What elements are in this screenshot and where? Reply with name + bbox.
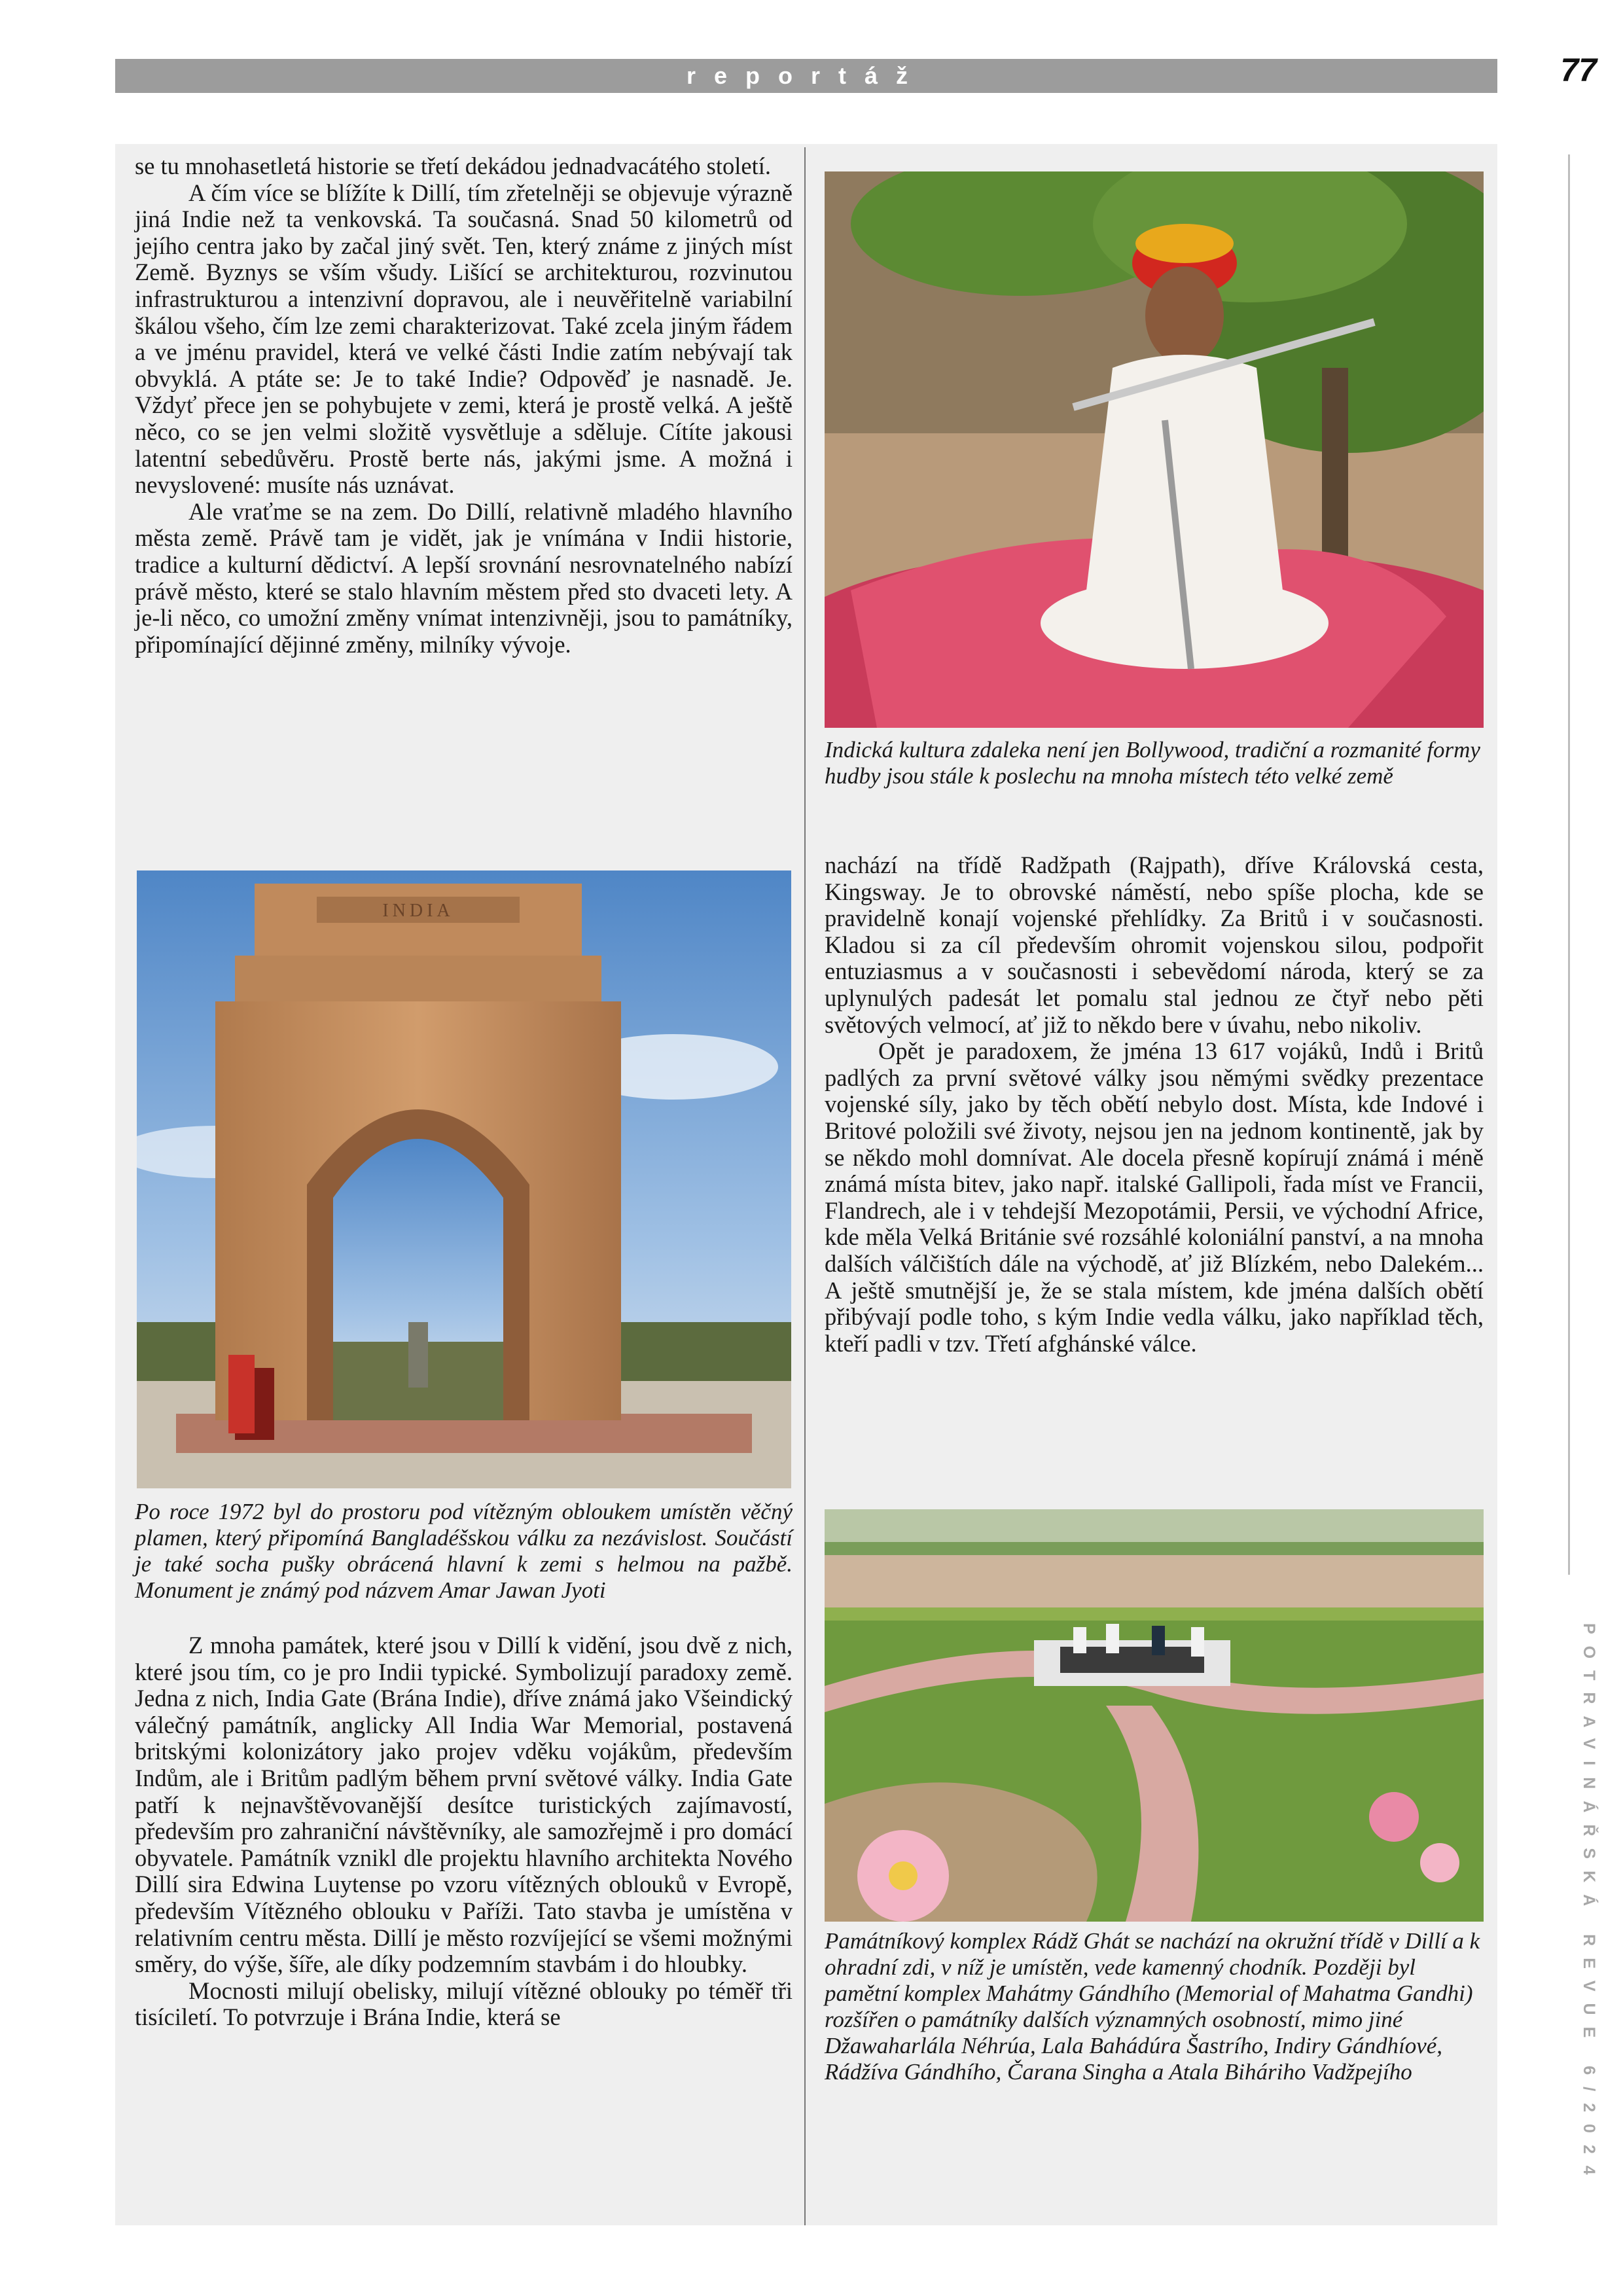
section-title: reportáž bbox=[686, 62, 927, 89]
article-text-right bbox=[825, 852, 1484, 1357]
paragraph: Mocnosti milují obelisky, milují vítězné oblouky po téměř tři tisíciletí. To potvrzuje i Brána Indie, která se bbox=[135, 1977, 793, 2031]
paragraph: Z mnoha památek, které jsou v Dillí k vidění, jsou dvě z nich, které jsou tím, co je pro Indii typické. Symbolizují paradoxy země. Jedna z nich, India Gate (Brána Indie), dříve známá jako Všeindický válečný památník, anglicky All India War Memorial, postavená britskými kolonizátory jako projev vděku vojákům, především Indům, ale i Britům padlým během první světové války. India Gate patří k nejnavštěvovanější desítce turistických zajímavostí, především pro zahraniční návštěvníky, ale samozřejmě i pro domácí obyvatele. Památník vznikl dle projektu hlavního architekta Nového Dillí sira Edwina Luytense po vzoru vítězných oblouků v Evropě, především Vítězného oblouku v Paříži. Tato stavba je umístěna v relativním centru města. Dillí je město rozvíjející se všemi možnými směry, do výše, šíře, ale díky podzemním stavbám i do hloubky. bbox=[135, 1632, 793, 1978]
caption-raj-ghat: Památníkový komplex Rádž Ghát se nachází na okružní třídě v Dillí a k ohradní zdi, v níž je umístěn, vede kamenný chodník. Později byl pamětní komplex Mahátmy Gándhího (Memorial of Mahatma Gandhi) rozšířen o památníky dalších významných osobností, mimo jiné Džawaharlála Néhrúa, Lala Bahádúra Šastrího, Indiry Gándhíové, Rádžíva Gándhího, Čarana Singha a Atala Biháriho Vadžpejího bbox=[825, 1928, 1480, 2085]
article-text-left-bottom bbox=[135, 1632, 793, 2031]
article-text-left-top bbox=[135, 153, 793, 658]
india-gate-photo bbox=[137, 870, 791, 1488]
caption-musician: Indická kultura zdaleka není jen Bollywood, tradiční a rozmanité formy hudby jsou stále k poslechu na mnoha místech této velké země bbox=[825, 737, 1480, 789]
margin-rule bbox=[1568, 154, 1570, 1575]
column-divider bbox=[804, 147, 806, 2225]
magazine-issue-tag: POTRAVINÁŘSKÁ REVUE 6/2024 bbox=[1580, 1623, 1598, 2187]
section-header-bar bbox=[115, 59, 1497, 93]
paragraph: se tu mnohasetletá historie se třetí dekádou jednadvacátého století. bbox=[135, 152, 772, 179]
page-number: 77 bbox=[1560, 52, 1597, 88]
caption-india-gate: Po roce 1972 byl do prostoru pod vítězným obloukem umístěn věčný plamen, který připomíná Bangladéšskou válku za nezávislost. Součástí je také socha pušky obrácená hlavní k zemi s helmou na pažbě. Monument je známý pod názvem Amar Jawan Jyoti bbox=[135, 1499, 793, 1603]
raj-ghat-photo bbox=[825, 1509, 1484, 1922]
paragraph: nachází na třídě Radžpath (Rajpath), dříve Královská cesta, Kingsway. Je to obrovské náměstí, nebo spíše plocha, kde se pravidelně konají vojenské přehlídky. Za Britů i v současnosti. Kladou si za cíl především ohromit vojenskou silou, podpořit entuziasmus a v současnosti i sebevědomí národa, který se za uplynulých padesát let pomalu stal jednou ze čtyř nebo pěti světových velmocí, ať již to někdo bere v úvahu, nebo nikoliv. bbox=[825, 852, 1484, 1038]
musician-photo bbox=[825, 171, 1484, 728]
gate-inscription: INDIA bbox=[382, 901, 454, 921]
paragraph: Opět je paradoxem, že jména 13 617 vojáků, Indů i Britů padlých za první světové války jsou němými svědky prezentace vojenské síly, jako by těch obětí nebylo dost. Místa, kde Indové i Britové položili své životy, nejsou jen na jednom kontinentě, jak by se někdo mohl domnívat. Ale docela přesně kopírují známá i méně známá místa bitev, jako např. italské Gallipoli, řada míst ve Francii, Flandrech, ale i v tehdejší Mezopotámii, Persii, ve východní Africe, kde měla Velká Británie své rozsáhlé koloniální panství, a na mnoha dalších válčištích dále na východě, ať již Blízkém, nebo Dalekém... A ještě smutnější je, že se stala místem, kde jména dalších obětí přibývají podle toho, s kým Indie vedla válku, jako například těch, kteří padli v tzv. Třetí afghánské válce. bbox=[825, 1037, 1484, 1357]
paragraph: Ale vraťme se na zem. Do Dillí, relativně mladého hlavního města země. Právě tam je vidět, jak je vnímána v Indii historie, tradice a kulturní dědictví. A lepší srovnání nesrovnatelného nabízí právě město, které se stalo hlavním městem před sto dvaceti lety. A je-li něco, co umožní změny vnímat intenzivněji, jsou to památníky, připomínající dějinné změny, milníky vývoje. bbox=[135, 497, 793, 658]
paragraph: A čím více se blížíte k Dillí, tím zřetelněji se objevuje výrazně jiná Indie než ta venkovská. Ta současná. Snad 50 kilometrů od jejího centra jako by začal jiný svět. Ten, který známe z jiných míst Země. Byznys se vším všudy. Lišící se architekturou, rozvinutou infrastrukturou a intenzivní dopravou, ale i neuvěřitelně variabilní škálou všeho, čím lze zemi charakterizovat. Také zcela jiným řádem a ve jménu pravidel, která ve velké části Indie zatím nebývají tak obvyklá. A ptáte se: Je to také Indie? Odpověď je nasnadě. Je. Vždyť přece jen se pohybujete v zemi, která je prostě velká. A ještě něco, co se jen velmi složitě vysvětluje a sděluje. Cítíte jakousi latentní sebedůvěru. Prostě berte nás, jakými jsme. A možná i nevyslovené: musíte nás uznávat. bbox=[135, 179, 793, 499]
